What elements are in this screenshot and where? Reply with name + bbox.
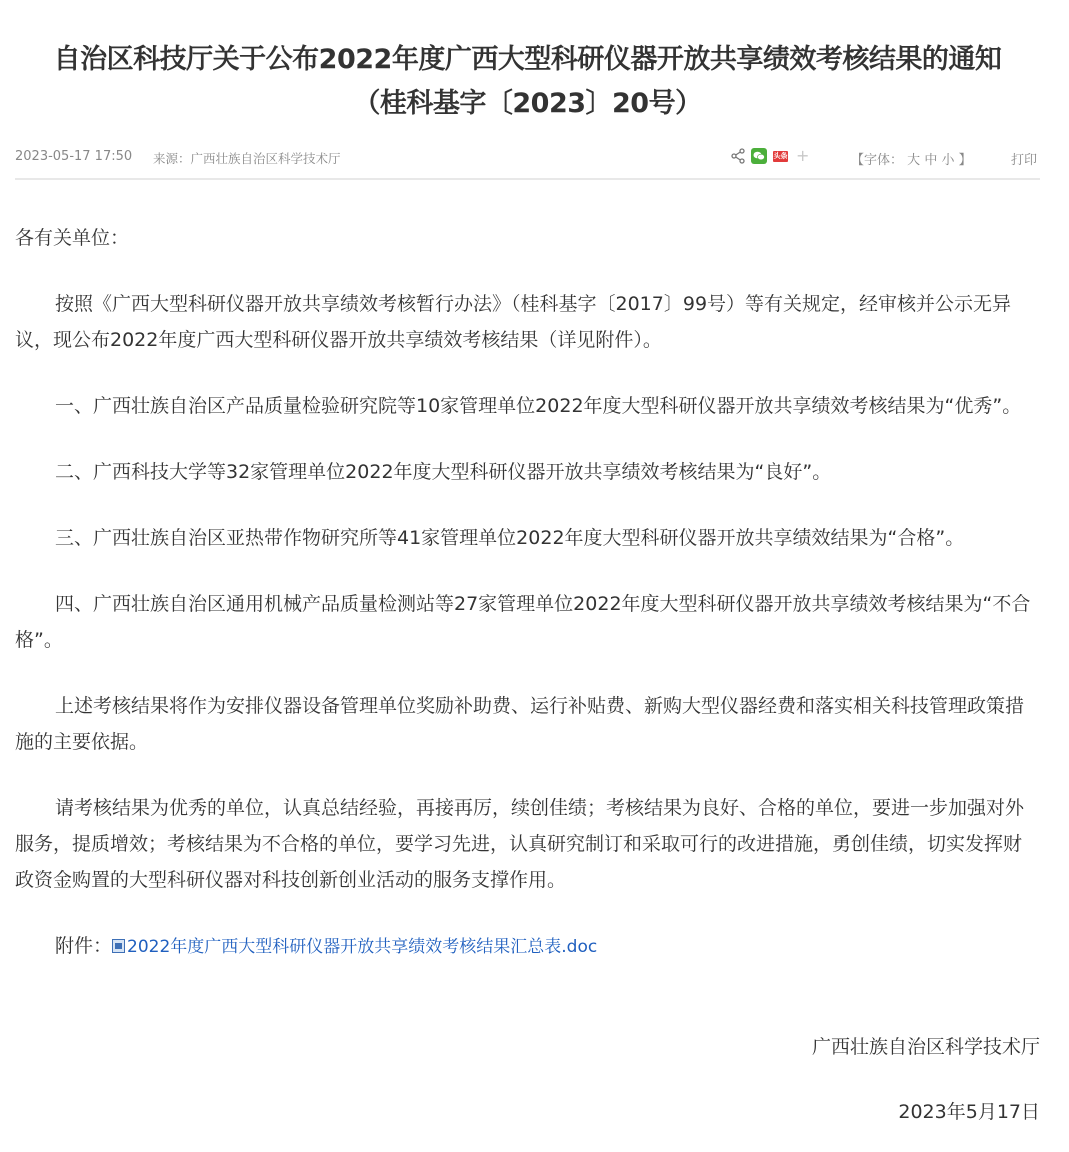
salutation: 各有关单位： xyxy=(15,227,130,249)
article-page xyxy=(15,0,1040,1123)
title-line-1: 自治区科技厅关于公布2022年度广西大型科研仪器开放共享绩效考核结果的通知 xyxy=(53,44,1002,75)
attachment-link[interactable] xyxy=(112,937,597,957)
attachment-label: 附件： xyxy=(55,935,113,957)
toutiao-icon[interactable]: 头条 xyxy=(773,151,788,160)
wechat-icon[interactable] xyxy=(751,148,767,164)
paragraph-result-fail: 四、广西壮族自治区通用机械产品质量检测站等27家管理单位2022年度大型科研仪器开放共享绩效考核结果为“不合格”。 xyxy=(15,593,1031,651)
plus-icon[interactable]: + xyxy=(796,146,810,165)
signature-date: 2023年5月17日 xyxy=(898,1101,1040,1123)
publish-datetime: 2023-05-17 17:50 xyxy=(15,149,133,164)
font-size-large-button[interactable]: 大 xyxy=(907,153,921,168)
word-document-icon xyxy=(112,939,125,953)
article-meta-bar xyxy=(15,146,1040,180)
paragraph-intro: 按照《广西大型科研仪器开放共享绩效考核暂行办法》（桂科基字〔2017〕99号）等有关规定，经审核并公示无异议，现公布2022年度广西大型科研仪器开放共享绩效考核结果（详见附件）。 xyxy=(15,293,1012,351)
signature-organization: 广西壮族自治区科学技术厅 xyxy=(811,1036,1040,1058)
attachment-filename: 2022年度广西大型科研仪器开放共享绩效考核结果汇总表.doc xyxy=(127,937,598,957)
paragraph-usage: 上述考核结果将作为安排仪器设备管理单位奖励补助费、运行补贴费、新购大型仪器经费和落实相关科技管理政策措施的主要依据。 xyxy=(15,695,1025,753)
font-size-suffix: 】 xyxy=(958,153,972,168)
paragraph-result-good: 二、广西科技大学等32家管理单位2022年度大型科研仪器开放共享绩效考核结果为“良好”。 xyxy=(55,461,832,483)
article-title xyxy=(15,0,1040,126)
attachment-row xyxy=(15,928,1040,965)
article-source: 来源：广西壮族自治区科学技术厅 xyxy=(153,151,341,166)
font-size-small-button[interactable]: 小 xyxy=(941,153,955,168)
share-icon[interactable] xyxy=(731,148,745,164)
share-toolbar xyxy=(731,148,809,164)
paragraph-result-pass: 三、广西壮族自治区亚热带作物研究所等41家管理单位2022年度大型科研仪器开放共享绩效结果为“合格”。 xyxy=(55,527,965,549)
article-body xyxy=(15,220,1040,995)
font-size-switcher xyxy=(851,149,972,168)
title-line-2: （桂科基字〔2023〕20号） xyxy=(353,88,702,119)
print-button[interactable]: 打印 xyxy=(1011,153,1038,168)
paragraph-result-excellent: 一、广西壮族自治区产品质量检验研究院等10家管理单位2022年度大型科研仪器开放共享绩效考核结果为“优秀”。 xyxy=(55,395,1022,417)
paragraph-requirements: 请考核结果为优秀的单位，认真总结经验，再接再厉，续创佳绩；考核结果为良好、合格的单位，要进一步加强对外服务，提质增效；考核结果为不合格的单位，要学习先进，认真研究制订和采取可行的改进措施，勇创佳绩，切实发挥财政资金购置的大型科研仪器对科技创新创业活动的服务支撑作用。 xyxy=(15,797,1025,891)
font-size-medium-button[interactable]: 中 xyxy=(924,153,938,168)
font-size-prefix: 【字体： xyxy=(851,153,904,168)
